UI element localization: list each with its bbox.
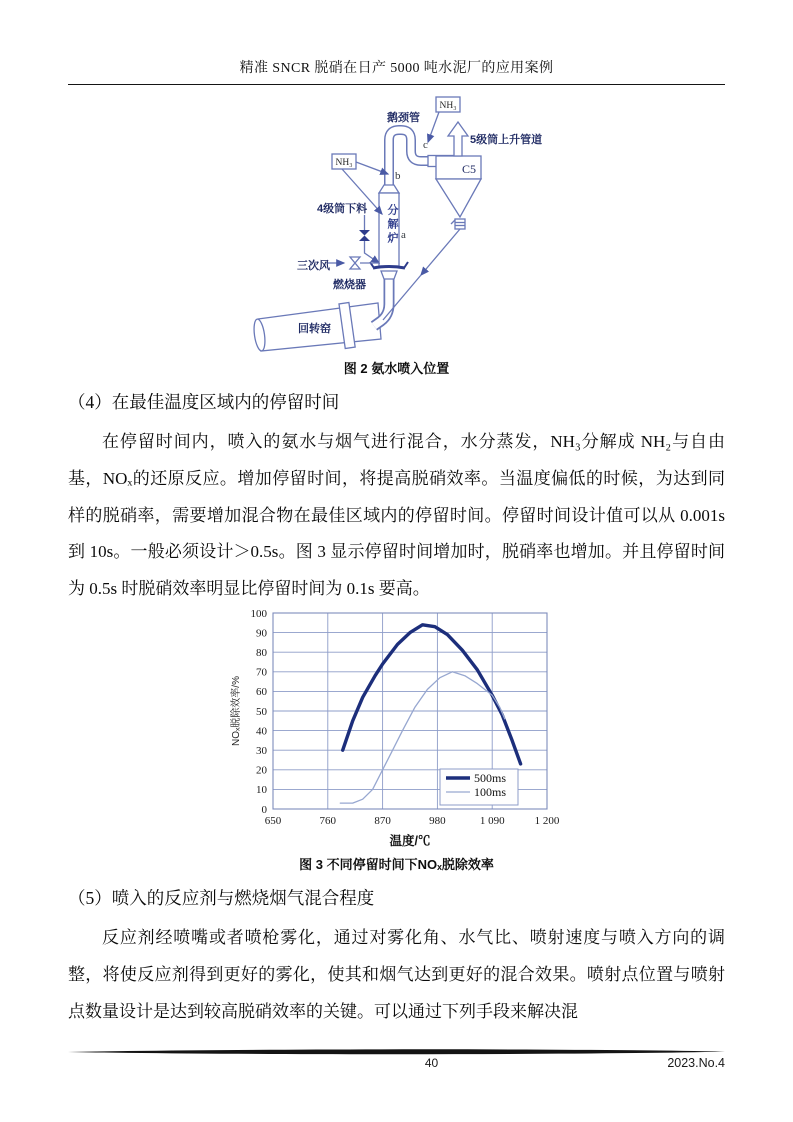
y-tick-label: 30 [256,745,267,757]
calciner-bottom-duct [374,279,389,326]
chart-y-axis-label: NOₓ脱除效率/% [231,676,242,746]
figure-3-svg [228,607,573,854]
section-5-paragraph: 反应剂经喷嘴或者喷枪雾化，通过对雾化角、水气比、喷射速度与喷入方向的调整，将使反应剂得到更好的雾化，使其和烟气达到更好的混合效果。喷射点位置与喷射点数量设计是达到较高脱硝效率的关键。可以通过下列手段来解决混 [68,928,725,1021]
x-tick-label: 650 [264,815,282,827]
y-tick-label: 50 [256,705,267,718]
tertiary-air-line [328,257,379,269]
series-500ms [343,625,521,764]
x-tick-label: 980 [429,815,446,827]
legend-label-100ms: 100ms [474,785,507,799]
gooseneck-label: 鹅颈管 [387,112,420,124]
page-number: 40 [424,1056,439,1070]
section-4-heading: （4）在最佳温度区域内的停留时间 [68,392,340,412]
x-tick-label: 760 [319,815,337,827]
injection-point-b: b [395,170,401,182]
nh3-left-label: NH₃ [335,158,353,168]
injection-point-c: c [423,139,428,151]
cyclone-label: C5 [462,162,477,176]
y-tick-label: 10 [256,784,267,797]
stage4-feed-line [359,215,379,263]
nh3-top-label: NH₃ [439,101,457,111]
stage4-feed-label: 4级筒下料 [317,203,368,215]
riser-duct-label: 5级筒上升管道 [470,134,543,146]
riser-arrow [448,122,468,156]
chart-legend [440,769,518,805]
x-tick-label: 1 200 [534,815,560,827]
burner-label: 燃烧器 [333,279,366,291]
chart-x-axis-label: 温度/℃ [389,834,431,848]
issue-label: 2023.No.4 [667,1056,725,1070]
figure-3-caption: 图 3 不同停留时间下NOₓ脱除效率 [299,857,494,872]
x-tick-label: 1 090 [479,815,505,827]
y-tick-label: 100 [250,607,267,620]
figure-2-caption: 图 2 氨水喷入位置 [343,361,450,376]
y-tick-label: 60 [256,686,267,699]
figure-2-svg [238,92,573,367]
header-divider [68,84,725,85]
figure-2-diagram [238,92,573,367]
y-tick-label: 90 [256,627,267,640]
section-5-heading: （5）喷入的反应剂与燃烧烟气混合程度 [68,888,375,908]
calciner-label: 分解炉 [386,204,398,246]
tertiary-air-label: 三次风 [297,260,330,272]
injection-point-a: a [401,229,406,241]
page-header-title: 精准 SNCR 脱硝在日产 5000 吨水泥厂的应用案例 [239,61,554,76]
y-tick-label: 20 [256,764,267,777]
y-tick-label: 80 [256,647,267,659]
cyclone-discharge-valve [451,219,465,229]
x-tick-label: 870 [374,815,391,827]
y-tick-label: 70 [256,666,267,679]
section-4-paragraph: 在停留时间内，喷入的氨水与烟气进行混合，水分蒸发，NH₃分解成 NH₂与自由基，NOₓ的还原反应。增加停留时间，将提高脱硝效率。当温度偏低的时候，为达到同样的脱硝率，需要增加混合物在最佳区域内的停留时间。停留时间设计值可以从 0.001s 到 10s。一般必须设计＞0.5s。图 3 显示停留时间增加时，脱硝率也增加。并且停留时间为 0.5s 时脱硝效率明显比停留时间为 0.1s 要高。 [68,432,725,599]
footer-divider [68,1048,725,1056]
legend-label-500ms: 500ms [474,771,507,785]
y-tick-label: 0 [261,803,267,816]
y-tick-label: 40 [256,725,267,738]
figure-3-chart [228,607,573,854]
rotary-kiln-label: 回转窑 [298,323,331,335]
